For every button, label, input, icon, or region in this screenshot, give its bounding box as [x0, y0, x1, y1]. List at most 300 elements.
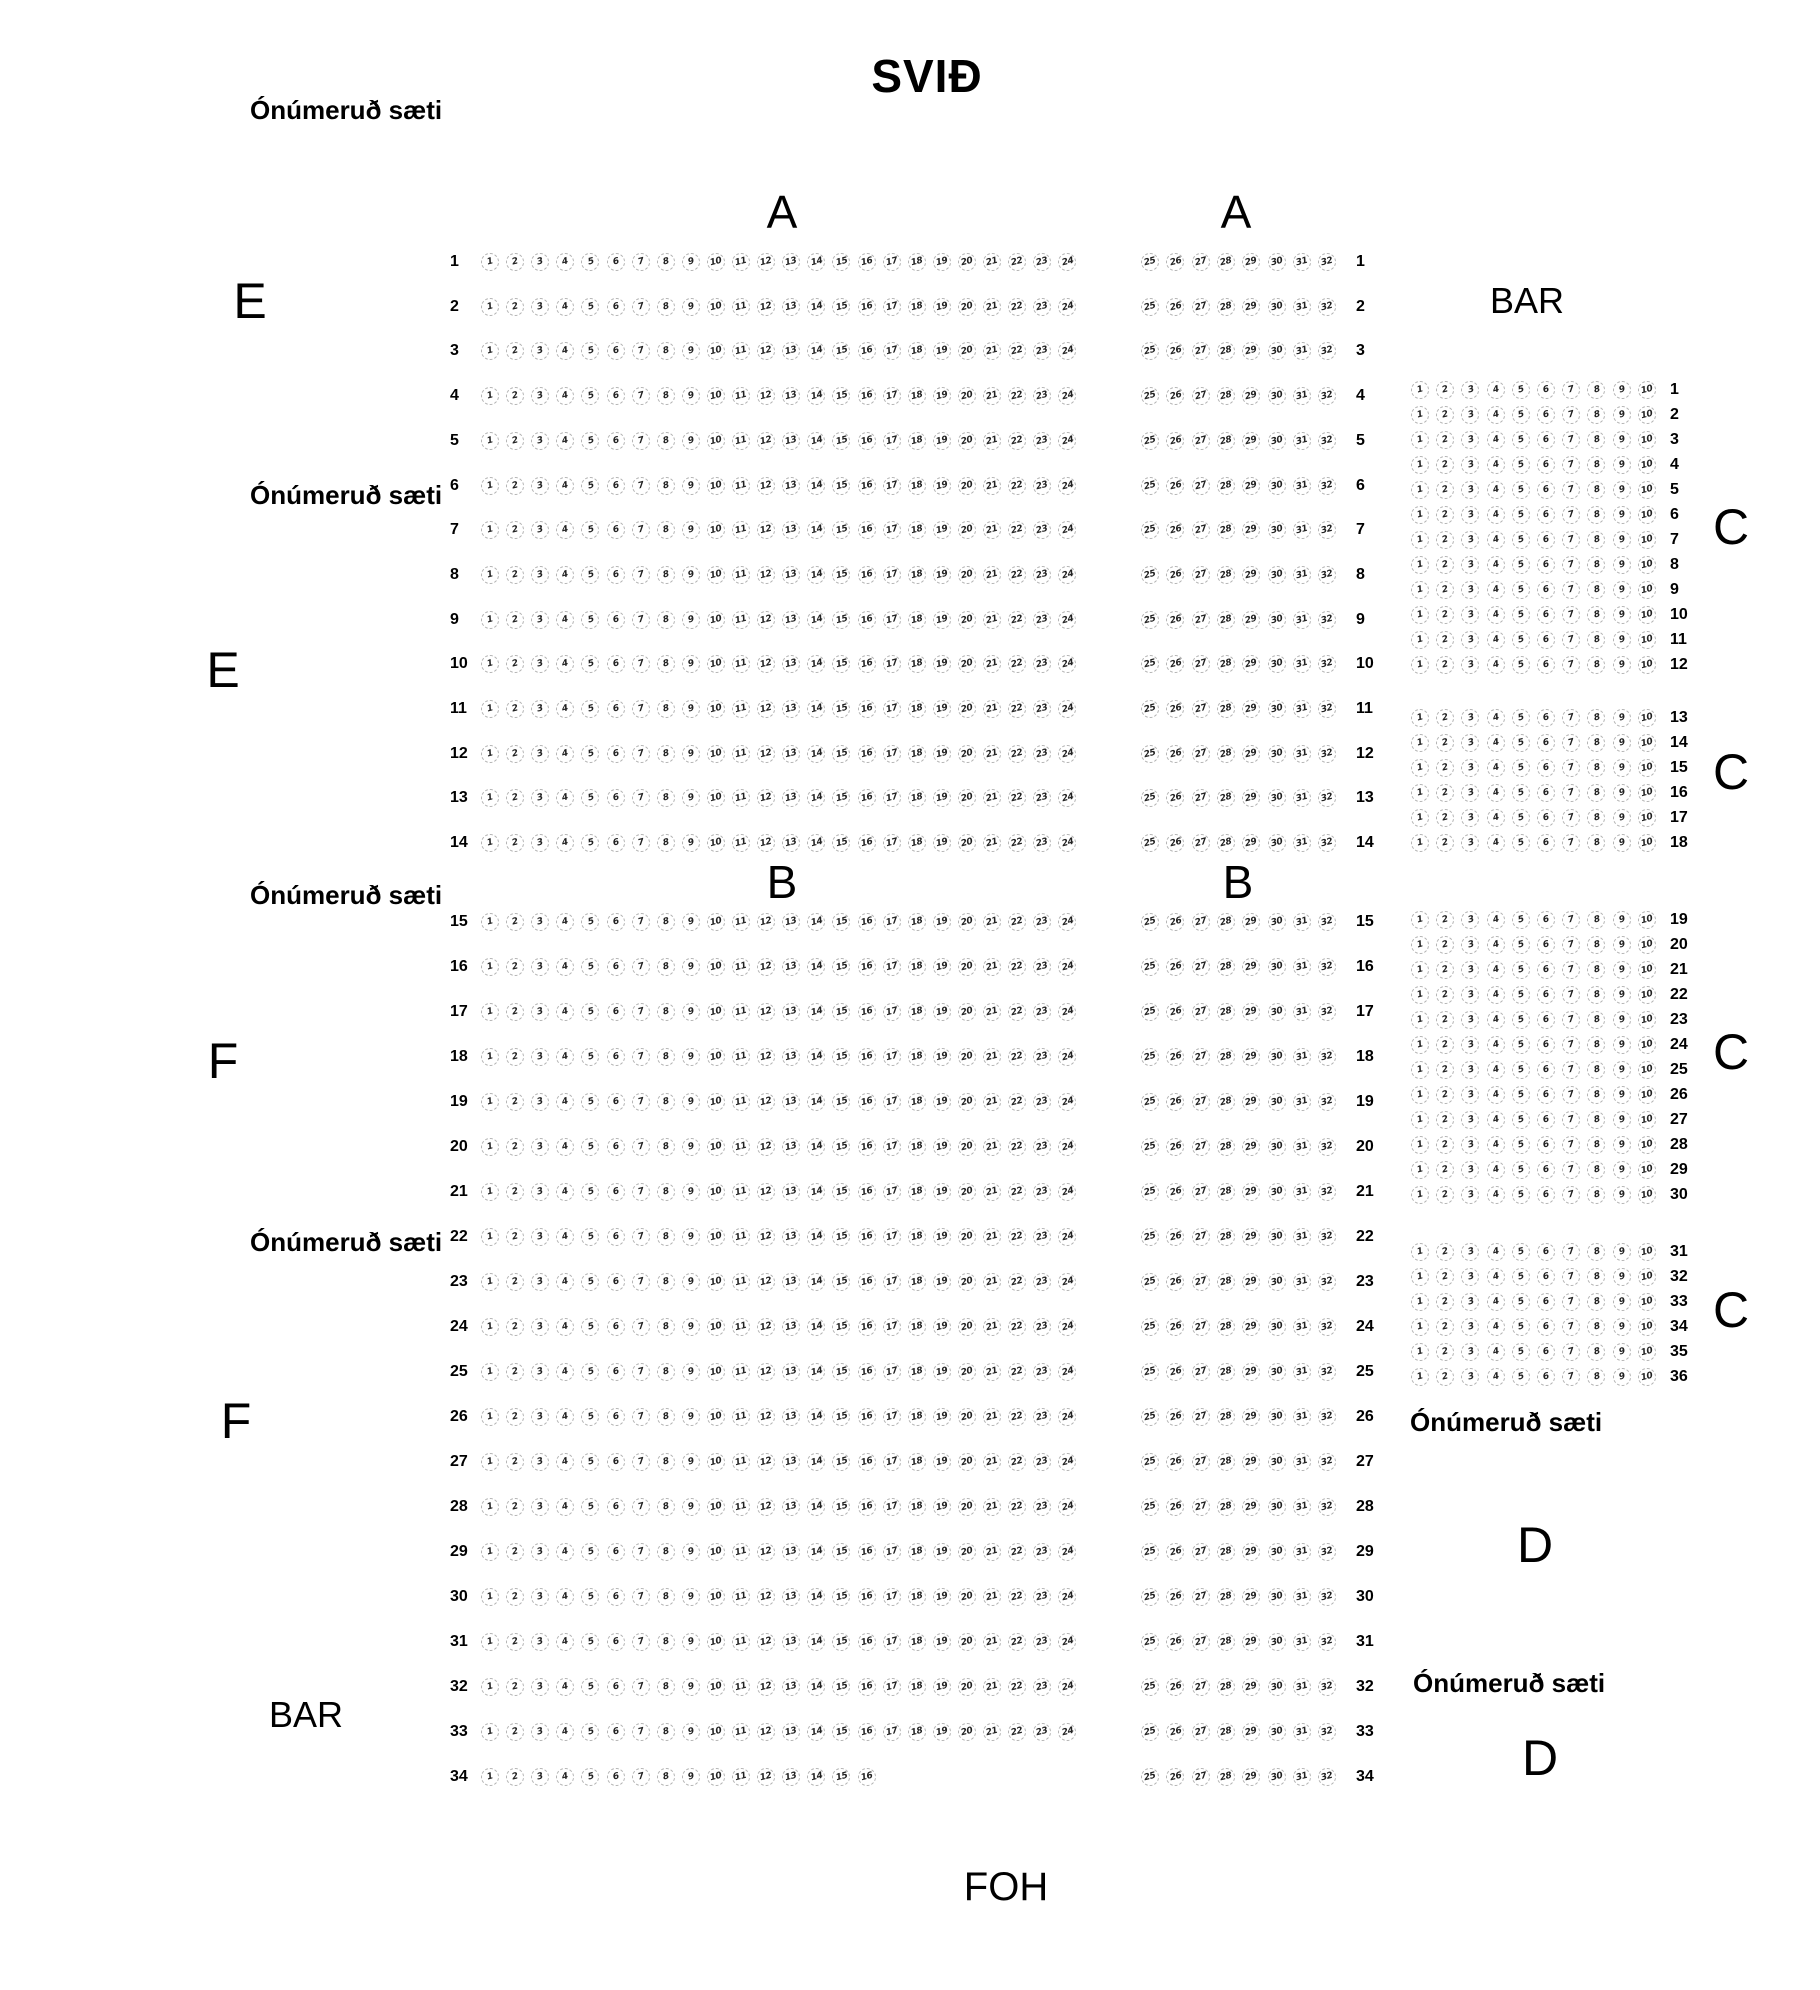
- seat[interactable]: [1512, 531, 1530, 549]
- seat[interactable]: [983, 789, 1001, 807]
- seat[interactable]: [506, 521, 524, 539]
- seat[interactable]: [1242, 1183, 1260, 1201]
- seat[interactable]: [983, 1588, 1001, 1606]
- seat[interactable]: [1613, 1136, 1631, 1154]
- seat[interactable]: [732, 700, 750, 718]
- seat[interactable]: [1268, 521, 1286, 539]
- seat[interactable]: [732, 1273, 750, 1291]
- seat[interactable]: [933, 521, 951, 539]
- seat[interactable]: [531, 1633, 549, 1651]
- seat[interactable]: [1217, 1498, 1235, 1516]
- seat[interactable]: [958, 387, 976, 405]
- seat[interactable]: [1411, 581, 1429, 599]
- seat[interactable]: [1562, 506, 1580, 524]
- seat[interactable]: [506, 1453, 524, 1471]
- seat[interactable]: [832, 1633, 850, 1651]
- seat[interactable]: [1411, 1161, 1429, 1179]
- seat[interactable]: [883, 1093, 901, 1111]
- seat[interactable]: [1638, 456, 1656, 474]
- seat[interactable]: [1487, 1011, 1505, 1029]
- seat[interactable]: [707, 253, 725, 271]
- seat[interactable]: [1461, 1036, 1479, 1054]
- seat[interactable]: [1537, 431, 1555, 449]
- seat[interactable]: [1638, 1368, 1656, 1386]
- seat[interactable]: [933, 1363, 951, 1381]
- seat[interactable]: [757, 1678, 775, 1696]
- seat[interactable]: [1512, 759, 1530, 777]
- seat[interactable]: [607, 1453, 625, 1471]
- seat[interactable]: [757, 1318, 775, 1336]
- seat[interactable]: [531, 298, 549, 316]
- seat[interactable]: [1461, 431, 1479, 449]
- seat[interactable]: [1141, 611, 1159, 629]
- seat[interactable]: [1008, 387, 1026, 405]
- seat[interactable]: [506, 700, 524, 718]
- seat[interactable]: [807, 387, 825, 405]
- seat[interactable]: [1512, 1036, 1530, 1054]
- seat[interactable]: [983, 521, 1001, 539]
- seat[interactable]: [1242, 745, 1260, 763]
- seat[interactable]: [1638, 961, 1656, 979]
- seat[interactable]: [1166, 1228, 1184, 1246]
- seat[interactable]: [1293, 253, 1311, 271]
- seat[interactable]: [1436, 631, 1454, 649]
- seat[interactable]: [883, 1003, 901, 1021]
- seat[interactable]: [958, 958, 976, 976]
- seat[interactable]: [983, 1048, 1001, 1066]
- seat[interactable]: [1008, 521, 1026, 539]
- seat[interactable]: [757, 834, 775, 852]
- seat[interactable]: [782, 1003, 800, 1021]
- seat[interactable]: [933, 1093, 951, 1111]
- seat[interactable]: [1058, 477, 1076, 495]
- seat[interactable]: [1058, 387, 1076, 405]
- seat[interactable]: [883, 913, 901, 931]
- seat[interactable]: [1033, 958, 1051, 976]
- seat[interactable]: [1562, 1036, 1580, 1054]
- seat[interactable]: [983, 913, 1001, 931]
- seat[interactable]: [1562, 631, 1580, 649]
- seat[interactable]: [1613, 1036, 1631, 1054]
- seat[interactable]: [1008, 253, 1026, 271]
- seat[interactable]: [707, 1183, 725, 1201]
- seat[interactable]: [607, 387, 625, 405]
- seat[interactable]: [908, 1678, 926, 1696]
- seat[interactable]: [581, 1453, 599, 1471]
- seat[interactable]: [732, 1498, 750, 1516]
- seat[interactable]: [1268, 1183, 1286, 1201]
- seat[interactable]: [732, 342, 750, 360]
- seat[interactable]: [1242, 477, 1260, 495]
- seat[interactable]: [1293, 700, 1311, 718]
- seat[interactable]: [1487, 431, 1505, 449]
- seat[interactable]: [832, 342, 850, 360]
- seat[interactable]: [1613, 936, 1631, 954]
- seat[interactable]: [958, 1678, 976, 1696]
- seat[interactable]: [707, 1453, 725, 1471]
- seat[interactable]: [858, 1768, 876, 1786]
- seat[interactable]: [1613, 481, 1631, 499]
- seat[interactable]: [1487, 1268, 1505, 1286]
- seat[interactable]: [531, 1003, 549, 1021]
- seat[interactable]: [732, 432, 750, 450]
- seat[interactable]: [908, 1138, 926, 1156]
- seat[interactable]: [632, 655, 650, 673]
- seat[interactable]: [1033, 1498, 1051, 1516]
- seat[interactable]: [481, 253, 499, 271]
- seat[interactable]: [556, 1138, 574, 1156]
- seat[interactable]: [933, 1408, 951, 1426]
- seat[interactable]: [832, 700, 850, 718]
- seat[interactable]: [782, 1228, 800, 1246]
- seat[interactable]: [1033, 789, 1051, 807]
- seat[interactable]: [581, 913, 599, 931]
- seat[interactable]: [732, 1543, 750, 1561]
- seat[interactable]: [1613, 1293, 1631, 1311]
- seat[interactable]: [657, 1363, 675, 1381]
- seat[interactable]: [933, 1723, 951, 1741]
- seat[interactable]: [1008, 1498, 1026, 1516]
- seat[interactable]: [807, 1273, 825, 1291]
- seat[interactable]: [1411, 759, 1429, 777]
- seat[interactable]: [1008, 1363, 1026, 1381]
- seat[interactable]: [657, 1588, 675, 1606]
- seat[interactable]: [1033, 1678, 1051, 1696]
- seat[interactable]: [1058, 1633, 1076, 1651]
- seat[interactable]: [481, 1003, 499, 1021]
- seat[interactable]: [481, 1498, 499, 1516]
- seat[interactable]: [1638, 481, 1656, 499]
- seat[interactable]: [1058, 1183, 1076, 1201]
- seat[interactable]: [1461, 1161, 1479, 1179]
- seat[interactable]: [581, 1093, 599, 1111]
- seat[interactable]: [1217, 566, 1235, 584]
- seat[interactable]: [1587, 809, 1605, 827]
- seat[interactable]: [1487, 911, 1505, 929]
- seat[interactable]: [1242, 1318, 1260, 1336]
- seat[interactable]: [481, 387, 499, 405]
- seat[interactable]: [1587, 759, 1605, 777]
- seat[interactable]: [1587, 709, 1605, 727]
- seat[interactable]: [607, 1633, 625, 1651]
- seat[interactable]: [933, 1048, 951, 1066]
- seat[interactable]: [1461, 1343, 1479, 1361]
- seat[interactable]: [1487, 531, 1505, 549]
- seat[interactable]: [1242, 913, 1260, 931]
- seat[interactable]: [1141, 700, 1159, 718]
- seat[interactable]: [632, 789, 650, 807]
- seat[interactable]: [682, 1003, 700, 1021]
- seat[interactable]: [556, 1678, 574, 1696]
- seat[interactable]: [1268, 432, 1286, 450]
- seat[interactable]: [682, 789, 700, 807]
- seat[interactable]: [1033, 477, 1051, 495]
- seat[interactable]: [983, 1003, 1001, 1021]
- seat[interactable]: [807, 1003, 825, 1021]
- seat[interactable]: [1033, 1048, 1051, 1066]
- seat[interactable]: [1562, 581, 1580, 599]
- seat[interactable]: [1217, 1768, 1235, 1786]
- seat[interactable]: [807, 477, 825, 495]
- seat[interactable]: [958, 477, 976, 495]
- seat[interactable]: [1638, 834, 1656, 852]
- seat[interactable]: [531, 913, 549, 931]
- seat[interactable]: [858, 1138, 876, 1156]
- seat[interactable]: [933, 834, 951, 852]
- seat[interactable]: [908, 342, 926, 360]
- seat[interactable]: [782, 1453, 800, 1471]
- seat[interactable]: [506, 1183, 524, 1201]
- seat[interactable]: [958, 789, 976, 807]
- seat[interactable]: [1562, 656, 1580, 674]
- seat[interactable]: [506, 1408, 524, 1426]
- seat[interactable]: [1141, 1228, 1159, 1246]
- seat[interactable]: [782, 1318, 800, 1336]
- seat[interactable]: [1587, 986, 1605, 1004]
- seat[interactable]: [506, 745, 524, 763]
- seat[interactable]: [933, 1588, 951, 1606]
- seat[interactable]: [1411, 481, 1429, 499]
- seat[interactable]: [632, 477, 650, 495]
- seat[interactable]: [481, 1138, 499, 1156]
- seat[interactable]: [632, 1408, 650, 1426]
- seat[interactable]: [1537, 936, 1555, 954]
- seat[interactable]: [832, 1543, 850, 1561]
- seat[interactable]: [1058, 958, 1076, 976]
- seat[interactable]: [1587, 1111, 1605, 1129]
- seat[interactable]: [657, 342, 675, 360]
- seat[interactable]: [858, 655, 876, 673]
- seat[interactable]: [1537, 759, 1555, 777]
- seat[interactable]: [1587, 531, 1605, 549]
- seat[interactable]: [807, 789, 825, 807]
- seat[interactable]: [632, 432, 650, 450]
- seat[interactable]: [1166, 700, 1184, 718]
- seat[interactable]: [1562, 456, 1580, 474]
- seat[interactable]: [1192, 387, 1210, 405]
- seat[interactable]: [1058, 1678, 1076, 1696]
- seat[interactable]: [1537, 481, 1555, 499]
- seat[interactable]: [1436, 1318, 1454, 1336]
- seat[interactable]: [1058, 700, 1076, 718]
- seat[interactable]: [858, 1408, 876, 1426]
- seat[interactable]: [1411, 1086, 1429, 1104]
- seat[interactable]: [1537, 381, 1555, 399]
- seat[interactable]: [556, 387, 574, 405]
- seat[interactable]: [1318, 1453, 1336, 1471]
- seat[interactable]: [1638, 1343, 1656, 1361]
- seat[interactable]: [908, 1228, 926, 1246]
- seat[interactable]: [807, 834, 825, 852]
- seat[interactable]: [707, 700, 725, 718]
- seat[interactable]: [983, 1678, 1001, 1696]
- seat[interactable]: [1217, 913, 1235, 931]
- seat[interactable]: [707, 1408, 725, 1426]
- seat[interactable]: [1461, 986, 1479, 1004]
- seat[interactable]: [1242, 1678, 1260, 1696]
- seat[interactable]: [807, 1453, 825, 1471]
- seat[interactable]: [707, 1273, 725, 1291]
- seat[interactable]: [1587, 1011, 1605, 1029]
- seat[interactable]: [1562, 961, 1580, 979]
- seat[interactable]: [632, 387, 650, 405]
- seat[interactable]: [1293, 298, 1311, 316]
- seat[interactable]: [983, 1228, 1001, 1246]
- seat[interactable]: [782, 1273, 800, 1291]
- seat[interactable]: [1242, 342, 1260, 360]
- seat[interactable]: [1058, 834, 1076, 852]
- seat[interactable]: [1537, 456, 1555, 474]
- seat[interactable]: [782, 253, 800, 271]
- seat[interactable]: [1058, 1093, 1076, 1111]
- seat[interactable]: [1268, 1003, 1286, 1021]
- seat[interactable]: [1512, 961, 1530, 979]
- seat[interactable]: [1293, 1678, 1311, 1696]
- seat[interactable]: [807, 342, 825, 360]
- seat[interactable]: [1058, 655, 1076, 673]
- seat[interactable]: [983, 1633, 1001, 1651]
- seat[interactable]: [1411, 1318, 1429, 1336]
- seat[interactable]: [933, 1678, 951, 1696]
- seat[interactable]: [607, 1003, 625, 1021]
- seat[interactable]: [1008, 700, 1026, 718]
- seat[interactable]: [682, 1273, 700, 1291]
- seat[interactable]: [858, 700, 876, 718]
- seat[interactable]: [1587, 1318, 1605, 1336]
- seat[interactable]: [682, 387, 700, 405]
- seat[interactable]: [581, 521, 599, 539]
- seat[interactable]: [1192, 745, 1210, 763]
- seat[interactable]: [531, 1093, 549, 1111]
- seat[interactable]: [958, 1588, 976, 1606]
- seat[interactable]: [832, 1768, 850, 1786]
- seat[interactable]: [1613, 1368, 1631, 1386]
- seat[interactable]: [581, 1228, 599, 1246]
- seat[interactable]: [1293, 521, 1311, 539]
- seat[interactable]: [1268, 1768, 1286, 1786]
- seat[interactable]: [1192, 298, 1210, 316]
- seat[interactable]: [1461, 809, 1479, 827]
- seat[interactable]: [958, 611, 976, 629]
- seat[interactable]: [1141, 521, 1159, 539]
- seat[interactable]: [1033, 432, 1051, 450]
- seat[interactable]: [1487, 734, 1505, 752]
- seat[interactable]: [531, 566, 549, 584]
- seat[interactable]: [1512, 556, 1530, 574]
- seat[interactable]: [883, 611, 901, 629]
- seat[interactable]: [657, 1183, 675, 1201]
- seat[interactable]: [983, 655, 1001, 673]
- seat[interactable]: [556, 1048, 574, 1066]
- seat[interactable]: [807, 958, 825, 976]
- seat[interactable]: [782, 521, 800, 539]
- seat[interactable]: [958, 1093, 976, 1111]
- seat[interactable]: [531, 1543, 549, 1561]
- seat[interactable]: [832, 1363, 850, 1381]
- seat[interactable]: [1638, 1161, 1656, 1179]
- seat[interactable]: [1217, 789, 1235, 807]
- seat[interactable]: [933, 1183, 951, 1201]
- seat[interactable]: [1192, 1048, 1210, 1066]
- seat[interactable]: [1166, 958, 1184, 976]
- seat[interactable]: [858, 1633, 876, 1651]
- seat[interactable]: [506, 1003, 524, 1021]
- seat[interactable]: [1008, 566, 1026, 584]
- seat[interactable]: [607, 253, 625, 271]
- seat[interactable]: [757, 1543, 775, 1561]
- seat[interactable]: [1487, 1186, 1505, 1204]
- seat[interactable]: [1436, 1136, 1454, 1154]
- seat[interactable]: [1562, 986, 1580, 1004]
- seat[interactable]: [581, 342, 599, 360]
- seat[interactable]: [908, 1318, 926, 1336]
- seat[interactable]: [1318, 387, 1336, 405]
- seat[interactable]: [481, 1363, 499, 1381]
- seat[interactable]: [607, 432, 625, 450]
- seat[interactable]: [581, 700, 599, 718]
- seat[interactable]: [933, 1498, 951, 1516]
- seat[interactable]: [1008, 298, 1026, 316]
- seat[interactable]: [1293, 1453, 1311, 1471]
- seat[interactable]: [883, 1588, 901, 1606]
- seat[interactable]: [1461, 481, 1479, 499]
- seat[interactable]: [908, 1363, 926, 1381]
- seat[interactable]: [883, 1138, 901, 1156]
- seat[interactable]: [632, 1318, 650, 1336]
- seat[interactable]: [1487, 986, 1505, 1004]
- seat[interactable]: [858, 1003, 876, 1021]
- seat[interactable]: [1461, 381, 1479, 399]
- seat[interactable]: [707, 1228, 725, 1246]
- seat[interactable]: [757, 1093, 775, 1111]
- seat[interactable]: [832, 1138, 850, 1156]
- seat[interactable]: [883, 834, 901, 852]
- seat[interactable]: [1192, 1633, 1210, 1651]
- seat[interactable]: [933, 958, 951, 976]
- seat[interactable]: [782, 1138, 800, 1156]
- seat[interactable]: [1512, 631, 1530, 649]
- seat[interactable]: [1562, 834, 1580, 852]
- seat[interactable]: [1166, 1183, 1184, 1201]
- seat[interactable]: [1487, 506, 1505, 524]
- seat[interactable]: [807, 913, 825, 931]
- seat[interactable]: [782, 913, 800, 931]
- seat[interactable]: [1166, 1408, 1184, 1426]
- seat[interactable]: [832, 298, 850, 316]
- seat[interactable]: [832, 521, 850, 539]
- seat[interactable]: [1192, 1318, 1210, 1336]
- seat[interactable]: [757, 958, 775, 976]
- seat[interactable]: [682, 1543, 700, 1561]
- seat[interactable]: [832, 834, 850, 852]
- seat[interactable]: [782, 745, 800, 763]
- seat[interactable]: [1166, 1003, 1184, 1021]
- seat[interactable]: [757, 611, 775, 629]
- seat[interactable]: [782, 789, 800, 807]
- seat[interactable]: [1217, 1633, 1235, 1651]
- seat[interactable]: [632, 521, 650, 539]
- seat[interactable]: [1242, 1093, 1260, 1111]
- seat[interactable]: [732, 1003, 750, 1021]
- seat[interactable]: [883, 477, 901, 495]
- seat[interactable]: [1461, 456, 1479, 474]
- seat[interactable]: [1141, 789, 1159, 807]
- seat[interactable]: [607, 913, 625, 931]
- seat[interactable]: [1638, 936, 1656, 954]
- seat[interactable]: [908, 611, 926, 629]
- seat[interactable]: [1033, 1003, 1051, 1021]
- seat[interactable]: [607, 298, 625, 316]
